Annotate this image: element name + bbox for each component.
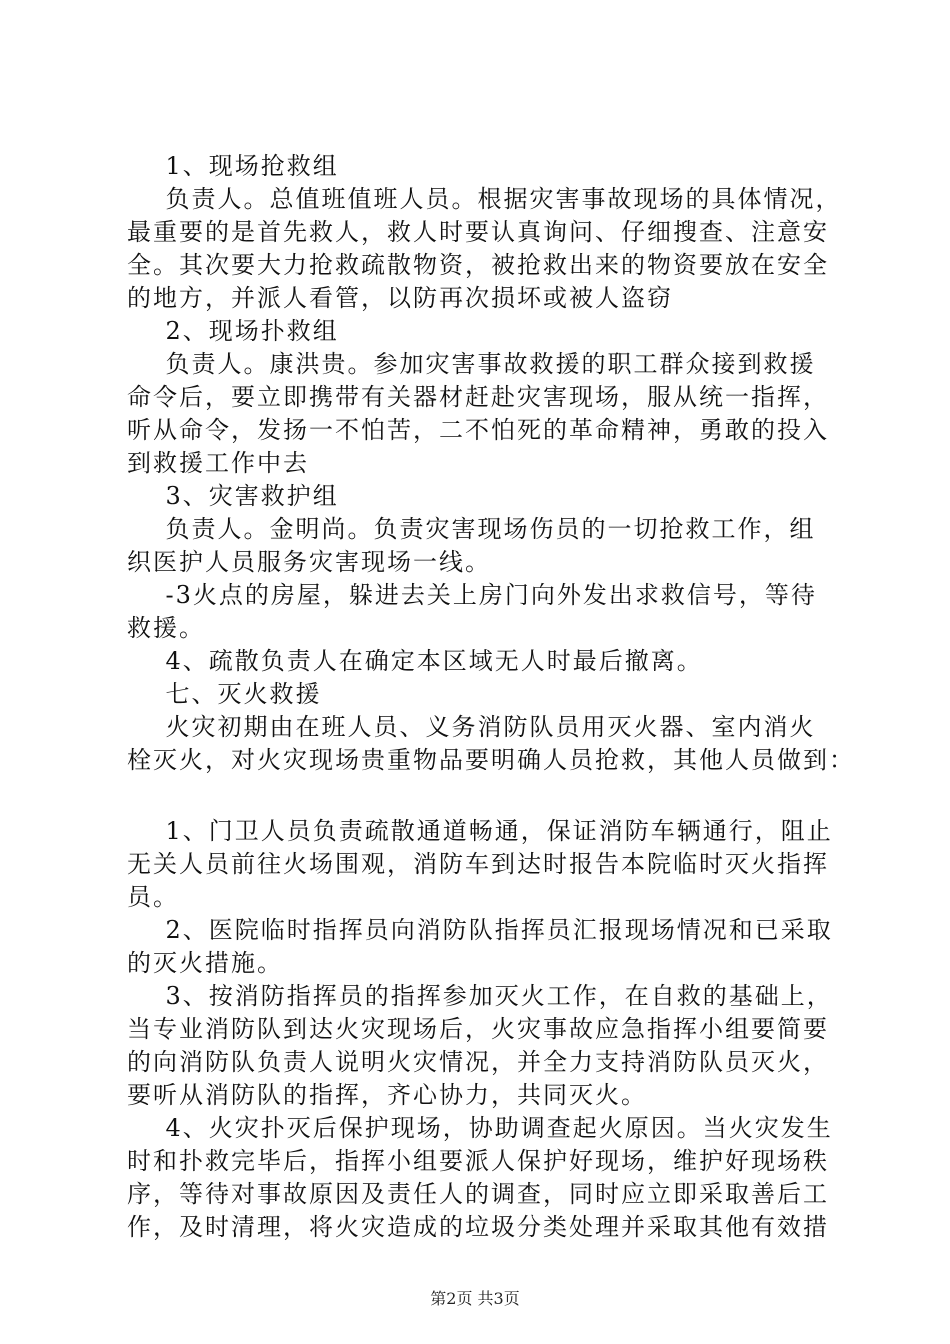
text-line: 负责人。金明尚。负责灾害现场伤员的一切抢救工作，组	[127, 515, 816, 543]
text-line: 火灾初期由在班人员、义务消防队员用灭火器、室内消火	[127, 713, 816, 741]
text-line: 到救援工作中去	[127, 449, 309, 477]
text-line: 1、门卫人员负责疏散通道畅通，保证消防车辆通行，阻止	[127, 817, 833, 845]
text-line: 最重要的是首先救人，救人时要认真询问、仔细搜查、注意安	[127, 218, 829, 246]
text-line: 1、现场抢救组	[127, 152, 339, 180]
text-line: 2、医院临时指挥员向消防队指挥员汇报现场情况和已采取	[127, 916, 833, 944]
text-line: 救援。	[127, 614, 205, 642]
text-line: 3、按消防指挥员的指挥参加灭火工作，在自救的基础上，	[127, 982, 833, 1010]
text-line: 的灭火措施。	[127, 949, 283, 977]
text-line: 要听从消防队的指挥，齐心协力，共同灭火。	[127, 1081, 647, 1109]
blank-line	[127, 777, 837, 815]
document-body	[127, 150, 855, 1244]
text-line: 的地方，并派人看管，以防再次损坏或被人盗窃	[127, 284, 673, 312]
text-line: 听从命令，发扬一不怕苦，二不怕死的革命精神，勇敢的投入	[127, 416, 829, 444]
text-line: 3、灾害救护组	[127, 482, 339, 510]
text-line: 时和扑救完毕后，指挥小组要派人保护好现场，维护好现场秩	[127, 1147, 829, 1175]
text-line: 作，及时清理，将火灾造成的垃圾分类处理并采取其他有效措	[127, 1213, 829, 1241]
text-line: 无关人员前往火场围观，消防车到达时报告本院临时灭火指挥	[127, 850, 829, 878]
text-line: 全。其次要大力抢救疏散物资，被抢救出来的物资要放在安全	[127, 251, 829, 279]
text-line: 2、现场扑救组	[127, 317, 339, 345]
text-line: 栓灭火，对火灾现场贵重物品要明确人员抢救，其他人员做到：	[127, 746, 855, 774]
page-footer: 第2页 共3页	[430, 1289, 520, 1308]
text-line: 织医护人员服务灾害现场一线。	[127, 548, 491, 576]
text-line: 当专业消防队到达火灾现场后，火灾事故应急指挥小组要简要	[127, 1015, 829, 1043]
text-line: 的向消防队负责人说明火灾情况，并全力支持消防队员灭火，	[127, 1048, 829, 1076]
text-line: -3火点的房屋，躲进去关上房门向外发出求救信号，等待	[127, 581, 817, 609]
text-line: 序，等待对事故原因及责任人的调查，同时应立即采取善后工	[127, 1180, 829, 1208]
text-line: 员。	[127, 883, 179, 911]
text-line: 4、火灾扑灭后保护现场，协助调查起火原因。当火灾发生	[127, 1114, 833, 1142]
text-line: 4、疏散负责人在确定本区域无人时最后撤离。	[127, 647, 703, 675]
text-line: 负责人。总值班值班人员。根据灾害事故现场的具体情况，	[127, 185, 842, 213]
text-line: 七、灭火救援	[127, 680, 322, 708]
text-line: 负责人。康洪贵。参加灾害事故救援的职工群众接到救援	[127, 350, 816, 378]
text-line: 命令后，要立即携带有关器材赶赴灾害现场，服从统一指挥，	[127, 383, 829, 411]
